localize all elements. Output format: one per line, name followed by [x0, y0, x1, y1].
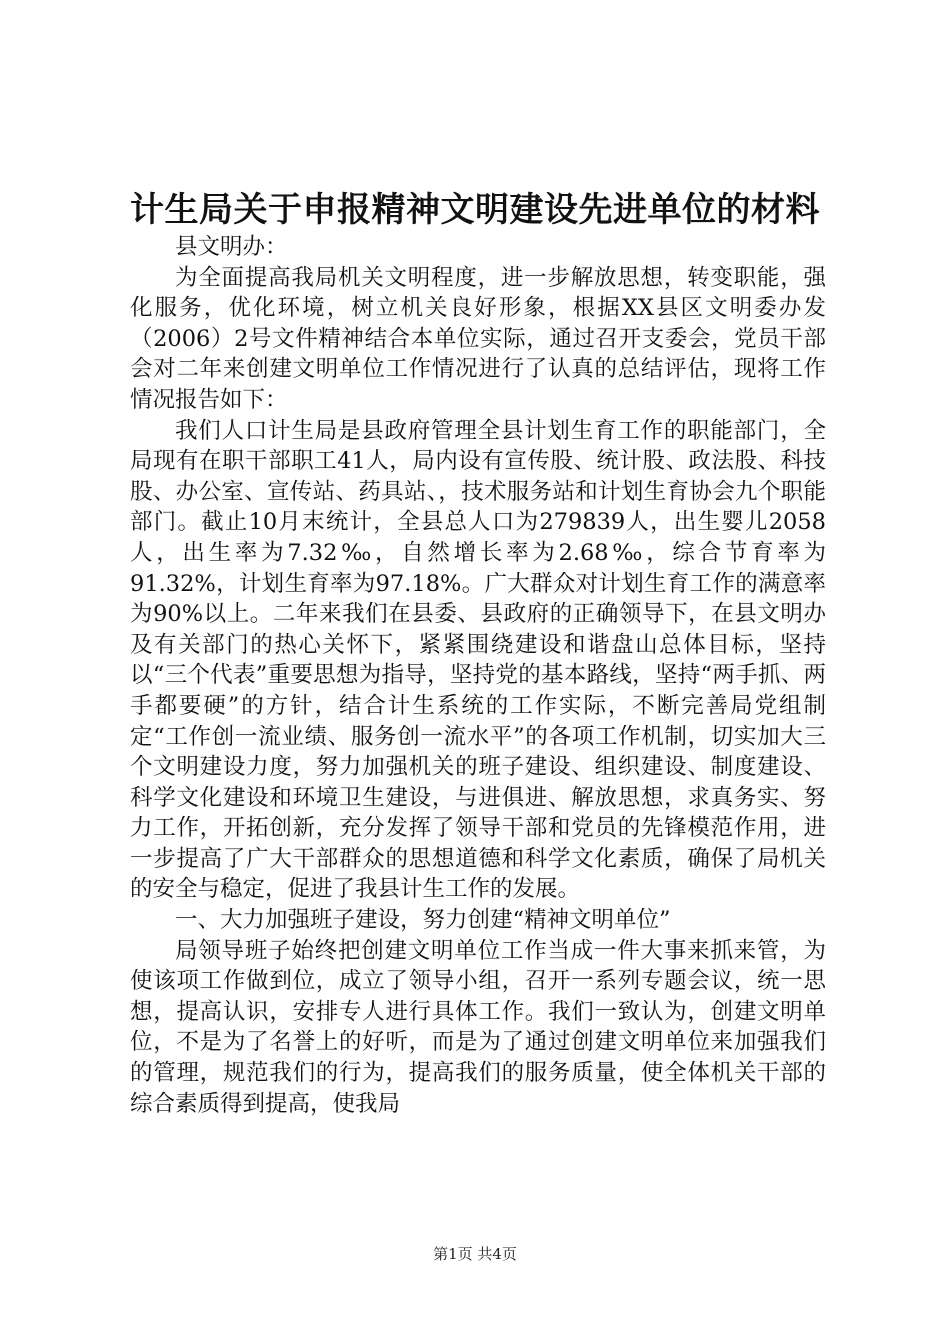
page-footer	[0, 1244, 950, 1264]
paragraph-section-1: 局领导班子始终把创建文明单位工作当成一件大事来抓来管，为使该项工作做到位，成立了领导小组，召开一系列专题会议，统一思想，提高认识，安排专人进行具体工作。我们一致认为，创建文明单位，不是为了名誉上的好听，而是为了通过创建文明单位来加强我们的管理，规范我们的行为，提高我们的服务质量，使全体机关干部的综合素质得到提高，使我局	[130, 937, 826, 1117]
page-total: 共4页	[477, 1245, 517, 1263]
document-title: 计生局关于申报精神文明建设先进单位的材料	[130, 190, 820, 230]
salutation: 县文明办：	[175, 234, 288, 260]
section-heading-1: 一、大力加强班子建设，努力创建“精神文明单位”	[175, 907, 671, 934]
document-body	[130, 232, 826, 1119]
page-number: 第1页	[433, 1245, 473, 1263]
paragraph-intro: 为全面提高我局机关文明程度，进一步解放思想，转变职能，强化服务，优化环境，树立机关良好形象，根据XX县区文明委办发（2006）2号文件精神结合本单位实际，通过召开支委会，党员干部会对二年来创建文明单位工作情况进行了认真的总结评估，现将工作情况报告如下：	[130, 264, 826, 413]
paragraph-overview: 我们人口计生局是县政府管理全县计划生育工作的职能部门，全局现有在职干部职工41人，局内设有宣传股、统计股、政法股、科技股、办公室、宣传站、药具站、，技术服务站和计划生育协会九个职能部门。截止10月末统计，全县总人口为279839人，出生婴儿2058人，出生率为7.32‰，自然增长率为2.68‰，综合节育率为91.32%，计划生育率为97.18%。广大群众对计划生育工作的满意率为90%以上。二年来我们在县委、县政府的正确领导下，在县文明办及有关部门的热心关怀下，紧紧围绕建设和谐盘山总体目标，坚持以“三个代表”重要思想为指导，坚持党的基本路线，坚持“两手抓、两手都要硬”的方针，结合计生系统的工作实际，不断完善局党组制定“工作创一流业绩、服务创一流水平”的各项工作机制，切实加大三个文明建设力度，努力加强机关的班子建设、组织建设、制度建设、科学文化建设和环境卫生建设，与进俱进、解放思想，求真务实、努力工作，开拓创新，充分发挥了领导干部和党员的先锋模范作用，进一步提高了广大干部群众的思想道德和科学文化素质，确保了局机关的安全与稳定，促进了我县计生工作的发展。	[130, 417, 826, 903]
